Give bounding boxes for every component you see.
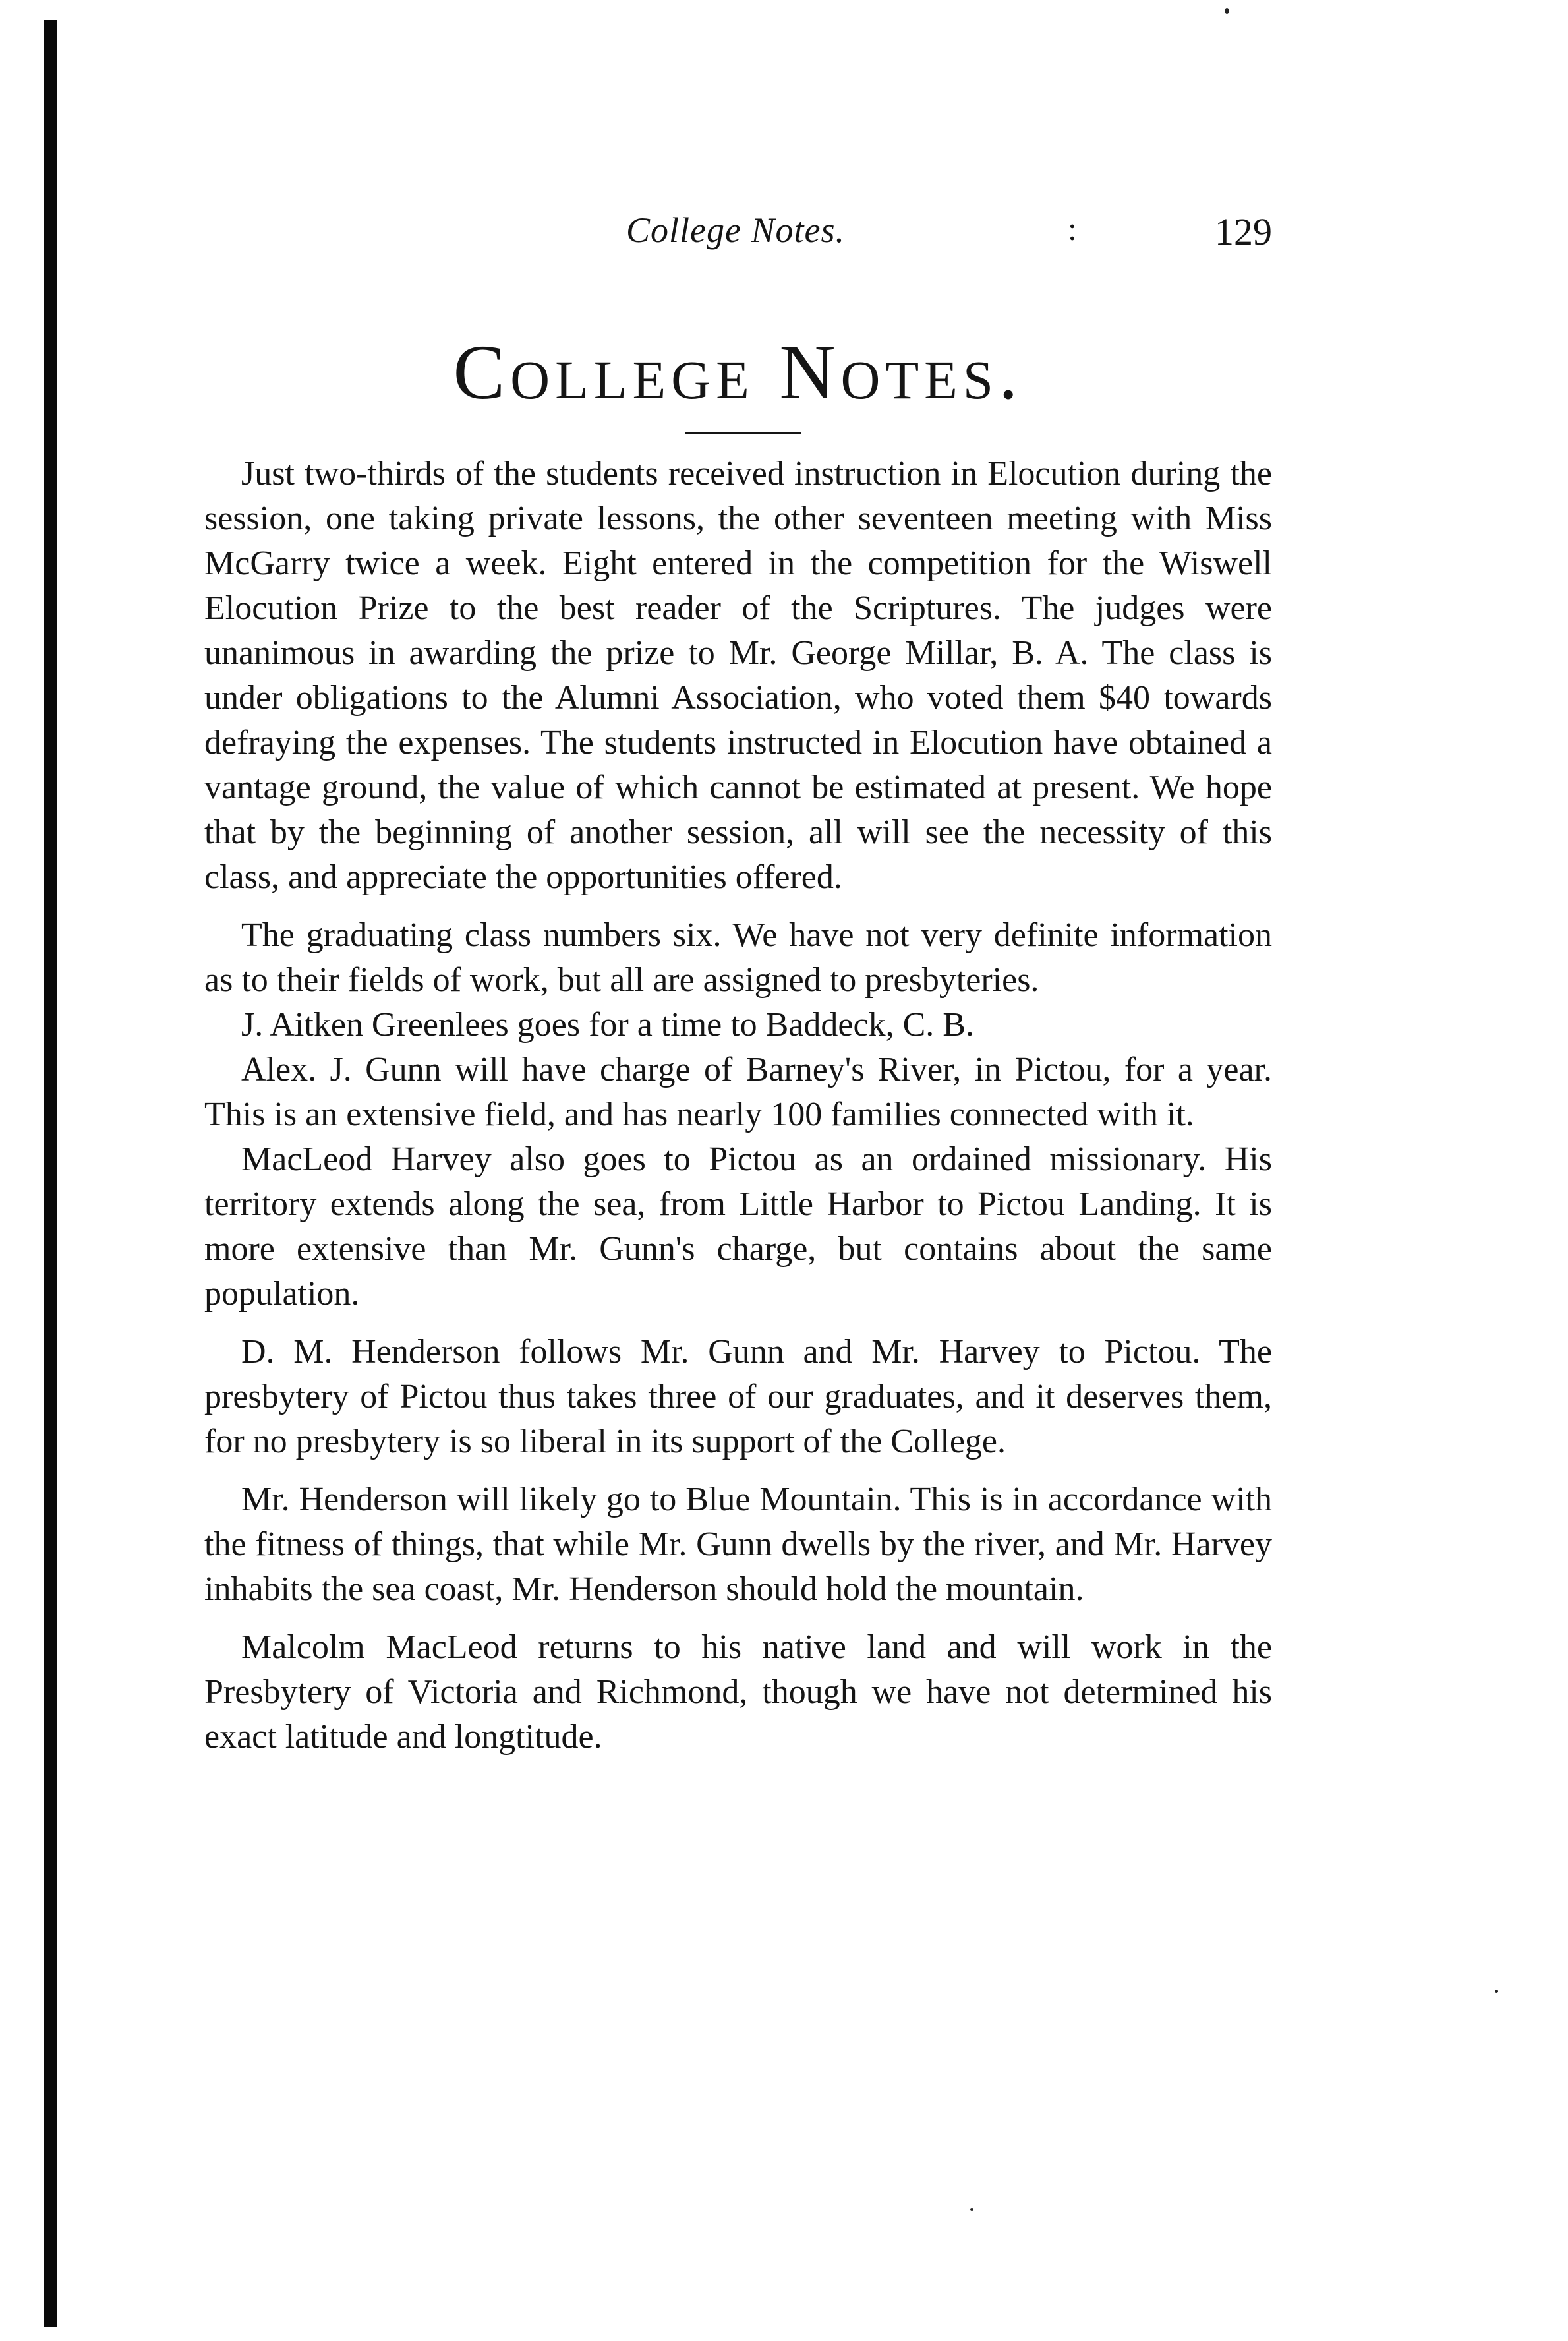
- title-rule: [685, 432, 801, 434]
- paragraph-greenlees: J. Aitken Greenlees goes for a time to Baddeck, C. B.: [241, 1006, 974, 1044]
- article-body: [204, 452, 1272, 1760]
- running-head-separator: :: [1068, 210, 1077, 247]
- paragraph-elocution: Just two-thirds of the students received instruction in Elocution during the session, one taking private lessons, the other seventeen meeting with Miss McGarry twice a week. Eight entered in the competition for the Wiswell Elocution Prize to the best reader of the Scriptures. The judges were unanimous in awarding the prize to Mr. George Millar, B. A. The class is under obligations to the Alumni Association, who voted them $40 towards defraying the expenses. The students instructed in Elocution have obtained a vantage ground, the value of which cannot be estimated at present. We hope that by the beginning of another session, all will see the necessity of this class, and appreciate the opportunities offered.: [204, 455, 1272, 896]
- page-number: 129: [1215, 210, 1272, 253]
- paragraph-harvey: MacLeod Harvey also goes to Pictou as an ordained missionary. His territory extends along the sea, from Little Harbor to Pictou Landing. It is more extensive than Mr. Gunn's charge, but contains about the same population.: [204, 1141, 1272, 1313]
- page-title: College Notes.: [453, 329, 1024, 415]
- paragraph-henderson: D. M. Henderson follows Mr. Gunn and Mr. Harvey to Pictou. The presbytery of Pictou thus takes three of our graduates, and it deserves them, for no presbytery is so liberal in its support of the College.: [204, 1333, 1272, 1460]
- paragraph-gunn: Alex. J. Gunn will have charge of Barney's River, in Pictou, for a year. This is an extensive field, and has nearly 100 families connected with it.: [204, 1051, 1272, 1133]
- ink-speck: [1495, 1990, 1498, 1993]
- paragraph-graduating-class: The graduating class numbers six. We have not very definite information as to their fields of work, but all are assigned to presbyteries.: [204, 916, 1272, 999]
- page-spine-edge: [44, 20, 57, 2327]
- ink-speck: [970, 2208, 973, 2211]
- running-head: [204, 210, 1272, 262]
- ink-speck: [1225, 8, 1229, 14]
- paragraph-blue-mountain: Mr. Henderson will likely go to Blue Mountain. This is in accordance with the fitness of things, that while Mr. Gunn dwells by the river, and Mr. Harvey inhabits the sea coast, Mr. Henderson should hold the mountain.: [204, 1481, 1272, 1608]
- paragraph-macleod: Malcolm MacLeod returns to his native land and will work in the Presbytery of Victoria and Richmond, though we have not determined his exact latitude and longtitude.: [204, 1628, 1272, 1756]
- running-head-title: College Notes.: [626, 210, 845, 250]
